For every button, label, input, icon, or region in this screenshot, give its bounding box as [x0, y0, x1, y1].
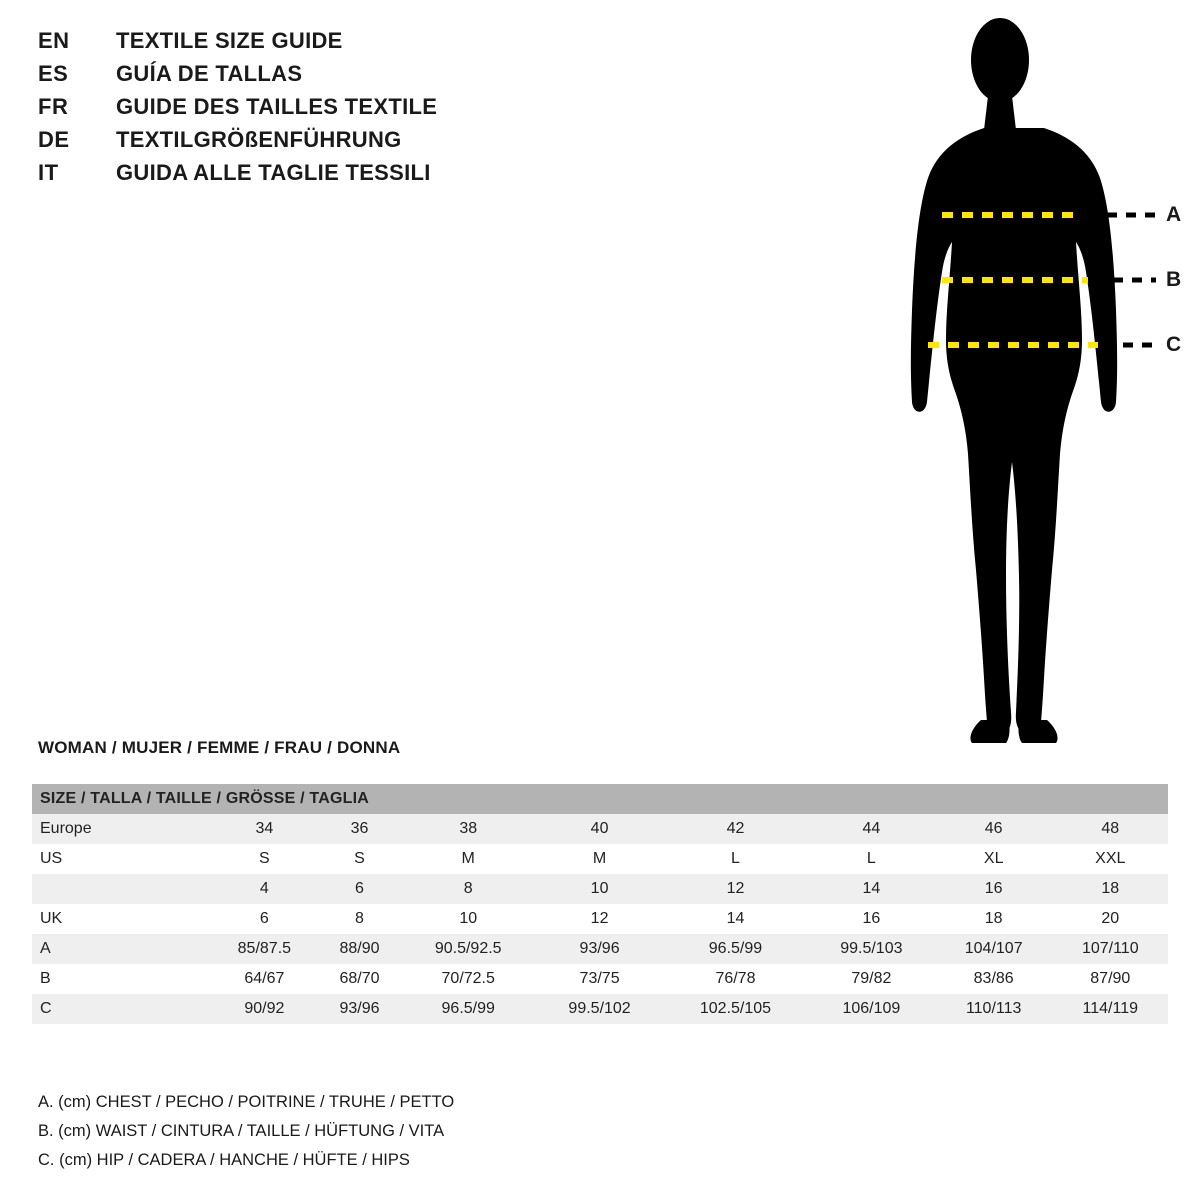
title-text-it: GUIDA ALLE TAGLIE TESSILI	[116, 160, 431, 185]
title-row-es	[38, 61, 598, 94]
cell: 68/70	[319, 964, 401, 994]
cell: 46	[935, 814, 1053, 844]
cell: 4	[210, 874, 319, 904]
body-measurement-figure	[860, 10, 1190, 750]
title-text-en: TEXTILE SIZE GUIDE	[116, 28, 343, 53]
cell: 99.5/102	[536, 994, 663, 1024]
cell: 10	[536, 874, 663, 904]
cell: 18	[935, 904, 1053, 934]
row-label-b: B	[32, 964, 210, 994]
cell: 106/109	[808, 994, 935, 1024]
cell: 96.5/99	[400, 994, 536, 1024]
cell: 96.5/99	[663, 934, 808, 964]
cell: 12	[663, 874, 808, 904]
cell: 10	[400, 904, 536, 934]
row-label-uk: UK	[32, 904, 210, 934]
table-row	[32, 994, 1168, 1024]
title-lang-it: IT	[38, 160, 59, 185]
row-label-a: A	[32, 934, 210, 964]
table-header-row	[32, 784, 1168, 814]
measure-label-c: C	[1166, 333, 1182, 356]
cell: L	[808, 844, 935, 874]
cell: 99.5/103	[808, 934, 935, 964]
title-row-de	[38, 127, 598, 160]
table-row	[32, 934, 1168, 964]
table-row	[32, 964, 1168, 994]
cell: 8	[400, 874, 536, 904]
footnote-c: C. (cm) HIP / CADERA / HANCHE / HÜFTE / HIPS	[38, 1151, 410, 1169]
cell: 90/92	[210, 994, 319, 1024]
cell: 12	[536, 904, 663, 934]
cell: 110/113	[935, 994, 1053, 1024]
cell: 18	[1053, 874, 1168, 904]
cell: 16	[935, 874, 1053, 904]
cell: 8	[319, 904, 401, 934]
cell: 20	[1053, 904, 1168, 934]
table-header-label: SIZE / TALLA / TAILLE / GRÖSSE / TAGLIA	[32, 784, 1168, 814]
cell: 83/86	[935, 964, 1053, 994]
cell: S	[319, 844, 401, 874]
title-text-es: GUÍA DE TALLAS	[116, 61, 303, 86]
cell: 88/90	[319, 934, 401, 964]
table-row	[32, 814, 1168, 844]
cell: 93/96	[536, 934, 663, 964]
cell: L	[663, 844, 808, 874]
cell: 107/110	[1053, 934, 1168, 964]
row-label-europe: Europe	[32, 814, 210, 844]
cell: 114/119	[1053, 994, 1168, 1024]
cell: 38	[400, 814, 536, 844]
row-label-c: C	[32, 994, 210, 1024]
cell: 42	[663, 814, 808, 844]
cell: 102.5/105	[663, 994, 808, 1024]
title-row-fr	[38, 94, 598, 127]
cell: 93/96	[319, 994, 401, 1024]
cell: M	[400, 844, 536, 874]
title-text-fr: GUIDE DES TAILLES TEXTILE	[116, 94, 438, 119]
section-heading-woman: WOMAN / MUJER / FEMME / FRAU / DONNA	[38, 738, 401, 757]
cell: S	[210, 844, 319, 874]
title-lang-es: ES	[38, 61, 69, 86]
title-row-it	[38, 160, 598, 193]
cell: 85/87.5	[210, 934, 319, 964]
cell: 73/75	[536, 964, 663, 994]
title-lang-en: EN	[38, 28, 70, 53]
table-row	[32, 844, 1168, 874]
cell: 48	[1053, 814, 1168, 844]
title-block	[38, 28, 598, 193]
row-label-us-numeric	[32, 874, 210, 904]
cell: 104/107	[935, 934, 1053, 964]
cell: 34	[210, 814, 319, 844]
title-text-de: TEXTILGRÖßENFÜHRUNG	[116, 127, 402, 152]
cell: M	[536, 844, 663, 874]
cell: 44	[808, 814, 935, 844]
cell: 90.5/92.5	[400, 934, 536, 964]
table-row	[32, 874, 1168, 904]
cell: 14	[808, 874, 935, 904]
cell: XL	[935, 844, 1053, 874]
female-silhouette-icon	[860, 10, 1190, 750]
cell: 87/90	[1053, 964, 1168, 994]
title-lang-fr: FR	[38, 94, 69, 119]
cell: XXL	[1053, 844, 1168, 874]
title-row-en	[38, 28, 598, 61]
size-table	[32, 784, 1168, 1024]
title-lang-de: DE	[38, 127, 70, 152]
table-row	[32, 904, 1168, 934]
cell: 6	[319, 874, 401, 904]
cell: 40	[536, 814, 663, 844]
measure-label-a: A	[1166, 203, 1182, 226]
cell: 16	[808, 904, 935, 934]
footnote-b: B. (cm) WAIST / CINTURA / TAILLE / HÜFTUNG / VITA	[38, 1122, 445, 1140]
row-label-us: US	[32, 844, 210, 874]
cell: 64/67	[210, 964, 319, 994]
cell: 6	[210, 904, 319, 934]
cell: 14	[663, 904, 808, 934]
footnotes	[38, 1088, 454, 1175]
cell: 70/72.5	[400, 964, 536, 994]
cell: 79/82	[808, 964, 935, 994]
cell: 36	[319, 814, 401, 844]
measure-label-b: B	[1166, 268, 1182, 291]
cell: 76/78	[663, 964, 808, 994]
footnote-a: A. (cm) CHEST / PECHO / POITRINE / TRUHE / PETTO	[38, 1093, 455, 1111]
